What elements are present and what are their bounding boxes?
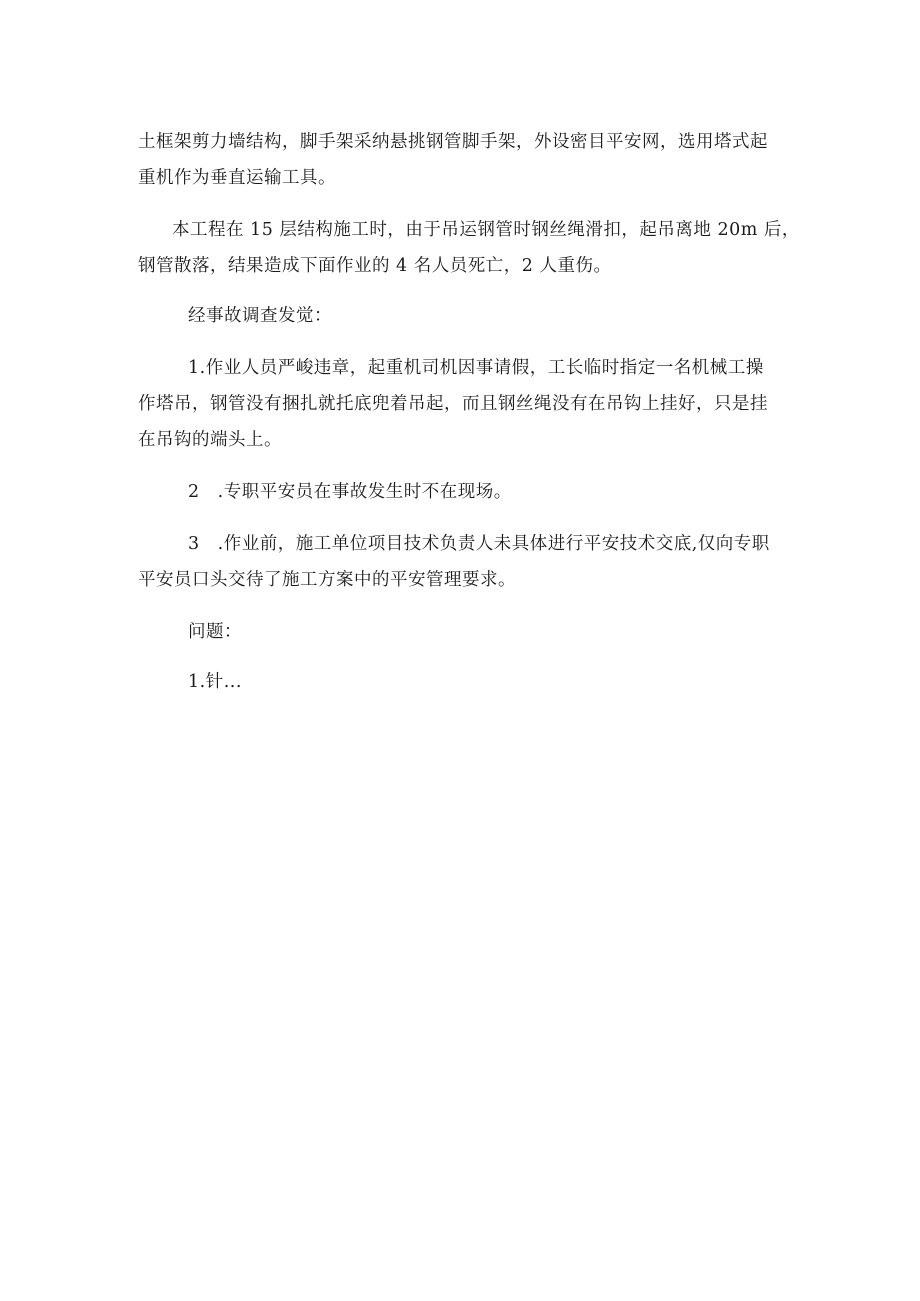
paragraph-line: 2 .专职平安员在事故发生时不在现场。	[188, 482, 512, 502]
paragraph-finding-2	[138, 474, 788, 510]
paragraph-line: 钢管散落，结果造成下面作业的 4 名人员死亡，2 人重伤。	[138, 256, 612, 276]
paragraph-investigation-heading	[138, 298, 788, 334]
paragraph-line: 经事故调查发觉：	[188, 306, 332, 326]
paragraph-finding-3	[138, 526, 788, 598]
document-body	[138, 124, 800, 700]
paragraph-line: 在吊钩的端头上。	[138, 430, 282, 450]
paragraph-line: 作塔吊，钢管没有捆扎就托底兜着吊起，而且钢丝绳没有在吊钩上挂好，只是挂	[138, 394, 768, 414]
paragraph-line: 重机作为垂直运输工具。	[138, 168, 336, 188]
paragraph-question-1	[138, 664, 788, 700]
paragraph-structure-description	[138, 124, 788, 196]
paragraph-line: 土框架剪力墙结构，脚手架采纳悬挑钢管脚手架，外设密目平安网，选用塔式起	[138, 132, 768, 152]
paragraph-line: 1.作业人员严峻违章，起重机司机因事请假，工长临时指定一名机械工操	[188, 358, 764, 378]
paragraph-finding-1	[138, 350, 788, 458]
paragraph-line: 平安员口头交待了施工方案中的平安管理要求。	[138, 570, 516, 590]
paragraph-line: 本工程在 15 层结构施工时，由于吊运钢管时钢丝绳滑扣，起吊离地 20m 后，	[172, 220, 800, 240]
paragraph-line: 问题：	[188, 622, 242, 642]
paragraph-accident-description	[138, 212, 800, 284]
paragraph-line: 1.针...	[188, 672, 242, 692]
paragraph-questions-heading	[138, 614, 788, 650]
paragraph-line: 3 .作业前，施工单位项目技术负责人未具体进行平安技术交底,仅向专职	[188, 534, 770, 554]
